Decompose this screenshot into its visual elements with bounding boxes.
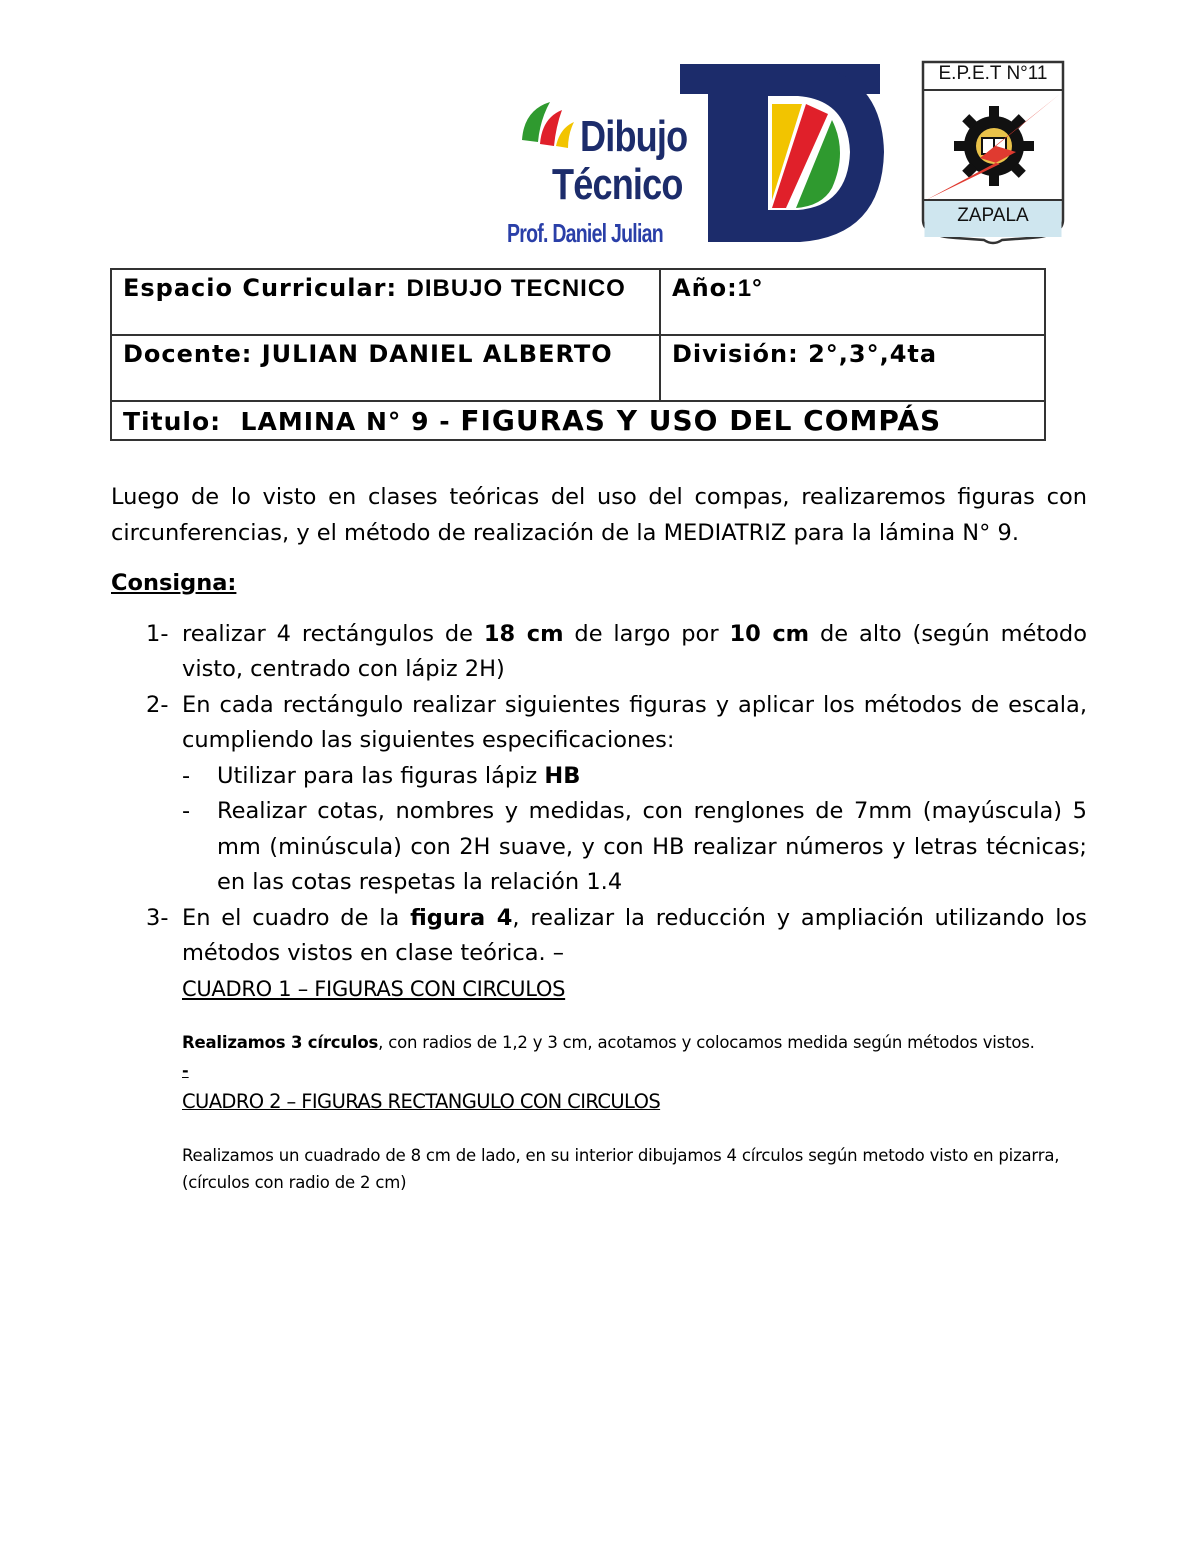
sub2-text: Realizar cotas, nombres y medidas, con renglones de 7mm (mayúscula) 5 mm (minúscula) con 2H suave, y con HB realizar números y letras técnicas; en las cotas respetas la relación 1.4 — [217, 798, 1087, 895]
docente-value: JULIAN DANIEL ALBERTO — [261, 340, 613, 368]
document-body — [111, 480, 1087, 1196]
school-shield-emblem — [920, 60, 1066, 250]
step-number: 3- — [146, 904, 169, 931]
division-cell — [660, 335, 1045, 401]
list-item — [182, 794, 1087, 901]
bullet-dash: - — [182, 798, 191, 824]
anio-cell — [660, 269, 1045, 335]
list-item — [111, 617, 1087, 688]
anio-value: 1° — [737, 275, 763, 302]
step1-length: 18 cm — [483, 620, 564, 647]
step3-text-c: , realizar la reducción y ampliación utilizando los métodos vistos en clase teórica. – — [182, 904, 1087, 966]
step2-text: En cada rectángulo realizar siguientes figuras y aplicar los métodos de escala, cumpliendo las siguientes especificaciones: — [182, 691, 1087, 753]
titulo-label: Titulo: — [123, 407, 222, 436]
consigna-heading: Consigna: — [111, 570, 237, 596]
division-value: 2°,3°,4ta — [808, 340, 938, 368]
cuadro2-text: Realizamos un cuadrado de 8 cm de lado, en su interior dibujamos 4 círculos según metodo visto en pizarra, (círculos con radio de 2 cm) — [182, 1145, 1060, 1192]
step-number: 1- — [146, 620, 169, 647]
steps-list — [111, 617, 1087, 972]
shield-city-name: ZAPALA — [957, 205, 1029, 226]
cuadro1-rest: , con radios de 1,2 y 3 cm, acotamos y colocamos medida según métodos vistos. — [378, 1033, 1035, 1052]
docente-cell — [111, 335, 660, 401]
course-info-table — [110, 268, 1046, 441]
table-row — [111, 401, 1045, 440]
table-row — [111, 335, 1045, 401]
cuadro1-bold: Realizamos 3 círculos — [182, 1033, 379, 1052]
logo-author-text: Prof. Daniel Julian — [507, 218, 663, 248]
dash-line: - — [182, 1061, 189, 1080]
table-row — [111, 269, 1045, 335]
espacio-value: DIBUJO TECNICO — [406, 275, 626, 302]
step3-figura: figura 4 — [410, 904, 513, 931]
step1-text-a: realizar 4 rectángulos de — [182, 620, 484, 647]
step1-text-e: de alto (según método visto, centrado con lápiz 2H) — [182, 620, 1087, 682]
step-number: 2- — [146, 691, 169, 718]
titulo-cell — [111, 401, 1045, 440]
anio-label: Año: — [672, 274, 738, 302]
docente-label: Docente: — [123, 340, 253, 368]
sub1-pencil: HB — [544, 762, 581, 789]
espacio-label: Espacio Curricular: — [123, 274, 398, 302]
shield-school-name: E.P.E.T N°11 — [938, 63, 1048, 84]
titulo-lamina: LAMINA N° 9 - — [240, 407, 451, 436]
intro-paragraph: Luego de lo visto en clases teóricas del uso del compas, realizaremos figuras con circunferencias, y el método de realización de la MEDIATRIZ para la lámina N° 9. — [111, 484, 1087, 546]
logo-tecnico-text: Técnico — [552, 160, 683, 209]
espacio-curricular-cell — [111, 269, 660, 335]
step1-height: 10 cm — [729, 620, 810, 647]
step1-text-c: de largo por — [563, 620, 730, 647]
sub1-text: Utilizar para las figuras lápiz — [217, 762, 545, 789]
bullet-dash: - — [182, 762, 191, 789]
logo-dibujo-text: Dibujo — [580, 112, 688, 161]
dibujo-tecnico-logo — [507, 60, 890, 250]
list-item — [111, 688, 1087, 901]
list-item — [111, 901, 1087, 972]
cuadro2-heading: CUADRO 2 – FIGURAS RECTANGULO CON CIRCULOS — [182, 1090, 661, 1113]
list-item — [182, 759, 1087, 795]
step3-text-a: En el cuadro de la — [182, 904, 411, 931]
titulo-main: FIGURAS Y USO DEL COMPÁS — [460, 404, 942, 437]
step2-sublist — [182, 759, 1087, 901]
cuadro1-heading: CUADRO 1 – FIGURAS CON CIRCULOS — [182, 976, 566, 1001]
cuadro1-text — [182, 1029, 1087, 1056]
division-label: División: — [672, 340, 799, 368]
